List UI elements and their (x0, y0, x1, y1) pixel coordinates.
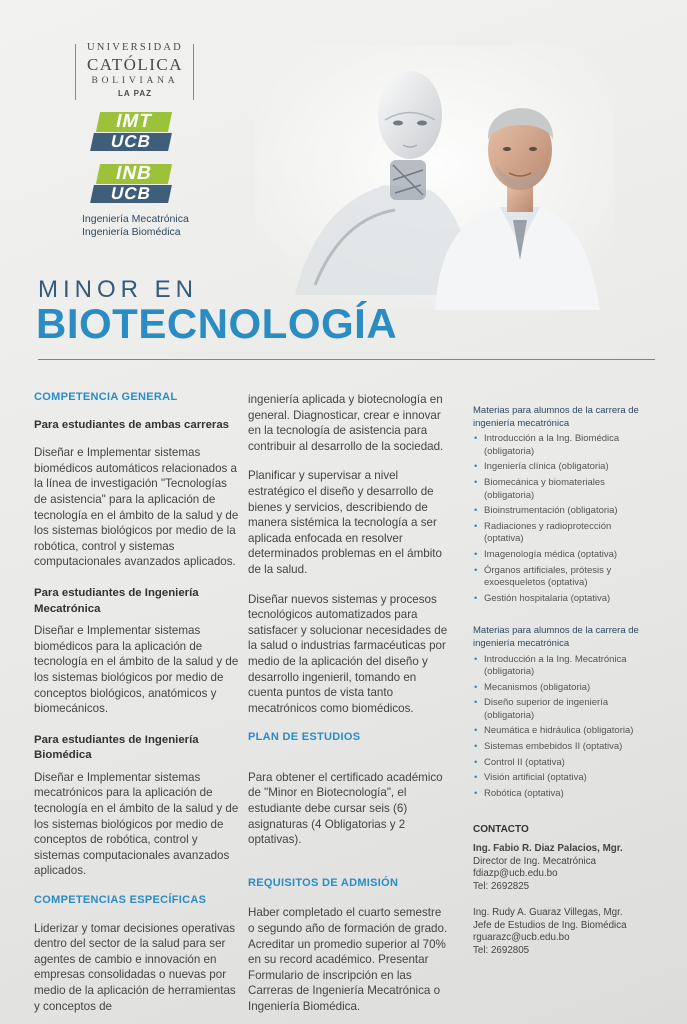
title-divider (38, 359, 655, 360)
paragraph: ingeniería aplicada y biotecnología en general. Diagnosticar, crear e innovar en la tecnología de asistencia para contribuir al desarrollo de la sociedad. (248, 393, 444, 453)
contact-email: rguarazc@ucb.edu.bo (473, 932, 570, 944)
logo-top-text: IMT (96, 112, 172, 132)
university-line-3: BOLIVIANA (91, 76, 179, 86)
logo-top-text: INB (96, 164, 172, 184)
list-item: • Imagenología médica (optativa) (473, 549, 648, 562)
subheading-both-careers: Para estudiantes de ambas carreras (34, 418, 230, 431)
contact-card-2 (473, 907, 648, 957)
list-item: • Órganos artificiales, prótesis y exoesqueletos (optativa) (473, 565, 648, 590)
paragraph: Haber completado el cuarto semestre o segundo año de formación de grado. Acreditar un promedio superior al 70% en su record académico. Presentar Formulario de inscripción en las Carreras de Ingeniería Mecatrónica o Ingeniería Biomédica. (248, 906, 448, 1013)
contact-email: fdiazp@ucb.edu.bo (473, 868, 558, 880)
program-mechatronics: Ingeniería Mecatrónica (82, 213, 189, 225)
list-item: • Radiaciones y radioprotección (optativa) (473, 521, 648, 546)
list-item: • Ingeniería clínica (obligatoria) (473, 461, 648, 474)
title-line-1: MINOR EN (38, 276, 198, 303)
logo-bottom-text: UCB (90, 185, 172, 203)
contact-heading: CONTACTO (473, 824, 529, 836)
divider (193, 44, 194, 100)
list-item: • Visión artificial (optativa) (473, 772, 648, 785)
list-item: • Introducción a la Ing. Mecatrónica (obligatoria) (473, 654, 648, 679)
contact-phone: Tel: 2692805 (473, 944, 530, 956)
divider (75, 44, 76, 100)
list-item: • Bioinstrumentación (obligatoria) (473, 505, 648, 518)
column-left (34, 390, 240, 1014)
contact-card-1 (473, 843, 648, 893)
subject-list-heading-1: Materias para alumnos de la carrera de ingeniería mecatrónica (473, 405, 639, 429)
list-item: • Robótica (optativa) (473, 788, 648, 801)
subject-list-1 (473, 433, 648, 605)
paragraph: Diseñar nuevos sistemas y procesos tecnológicos automatizados para satisfacer y solucionar necesidades de la salud o industrias farmacéuticas por medio de la aplicación del diseño y desarrollo ingenieril, tomando en cuenta puntos de vista tanto mecatrónicos como biomédicos. (248, 592, 448, 715)
paragraph: Diseñar e Implementar sistemas biomédicos automáticos relacionados a la línea de investigación "Tecnologías de asistencia" para la aplicación de tecnología en el ámbito de la salud y de los sistemas biológicos por medio de la robótica, control y sistemas computacionales avanzados aplicados. (34, 446, 239, 569)
imt-ucb-logo (92, 112, 176, 152)
paragraph: Diseñar e Implementar sistemas mecatrónicos para la aplicación de tecnología en el ámbito de la salud y de los sistemas biológicos por medio de conceptos de robótica, control y sistemas computacionales avanzados aplicados. (34, 770, 239, 878)
list-item: • Diseño superior de ingeniería (obligatoria) (473, 697, 648, 722)
list-item: • Gestión hospitalaria (optativa) (473, 593, 648, 606)
subheading-biomedical: Para estudiantes de Ingeniería Biomédica (34, 733, 199, 762)
page-title: BIOTECNOLOGÍA (36, 300, 398, 347)
program-biomedical: Ingeniería Biomédica (82, 226, 181, 238)
list-item: • Neumática e hidráulica (obligatoria) (473, 725, 648, 738)
list-item: • Control II (optativa) (473, 757, 648, 770)
university-city: LA PAZ (118, 89, 152, 98)
inb-ucb-logo (92, 164, 176, 204)
university-logo (78, 42, 192, 98)
university-line-1: UNIVERSIDAD (87, 42, 183, 53)
paragraph: Planificar y supervisar a nivel estratégico el diseño y desarrollo de bienes y servicios, describiendo de manera sistémica la tecnología a ser aplicada enfocada en resolver determinados problemas en el ámbito de la salud. (248, 469, 442, 576)
section-heading-requisitos: REQUISITOS DE ADMISIÓN (248, 876, 399, 889)
list-item: • Mecanismos (obligatoria) (473, 682, 648, 695)
university-line-2: CATÓLICA (86, 55, 184, 74)
list-item: • Introducción a la Ing. Biomédica (obligatoria) (473, 433, 648, 458)
paragraph: Para obtener el certificado académico de "Minor en Biotecnología", el estudiante debe cursar seis (6) asignaturas (4 Obligatorias y 2 optativas). (248, 770, 443, 847)
contact-role: Jefe de Estudios de Ing. Biomédica (473, 919, 627, 931)
list-item: • Biomecánica y biomateriales (obligatoria) (473, 477, 648, 502)
column-right (473, 405, 648, 957)
subheading-mechatronics: Para estudiantes de Ingeniería Mecatrónica (34, 586, 199, 615)
paragraph: Liderizar y tomar decisiones operativas dentro del sector de la salud para ser agentes de cambio e innovación en empresas consolidadas o nuevas por medio de la aplicación de herramientas y conceptos de (34, 921, 236, 1013)
column-middle (248, 392, 450, 1015)
logo-bottom-text: UCB (90, 133, 172, 151)
subject-list-heading-2: Materias para alumnos de la carrera de ingeniería mecatrónica (473, 625, 639, 649)
section-heading-competencia-general: COMPETENCIA GENERAL (34, 391, 178, 403)
section-heading-plan-de-estudios: PLAN DE ESTUDIOS (248, 731, 361, 744)
robot-and-doctor-illustration (255, 45, 615, 310)
contact-role: Director de Ing. Mecatrónica (473, 855, 597, 867)
contact-phone: Tel: 2692825 (473, 880, 530, 892)
list-item: • Sistemas embebidos II (optativa) (473, 741, 648, 754)
section-heading-competencias-especificas: COMPETENCIAS ESPECÍFICAS (34, 894, 207, 907)
contact-name: Ing. Rudy A. Guaraz Villegas, Mgr. (473, 907, 623, 919)
paragraph: Diseñar e Implementar sistemas biomédicos para la aplicación de tecnología en el ámbito de la salud y de los sistemas biológicos por medio de conceptos biológicos, anatómicos y biomecánicos. (34, 624, 239, 716)
contact-name: Ing. Fabio R. Diaz Palacios, Mgr. (473, 843, 623, 855)
subject-list-2 (473, 654, 648, 801)
engineering-programs (82, 213, 189, 239)
